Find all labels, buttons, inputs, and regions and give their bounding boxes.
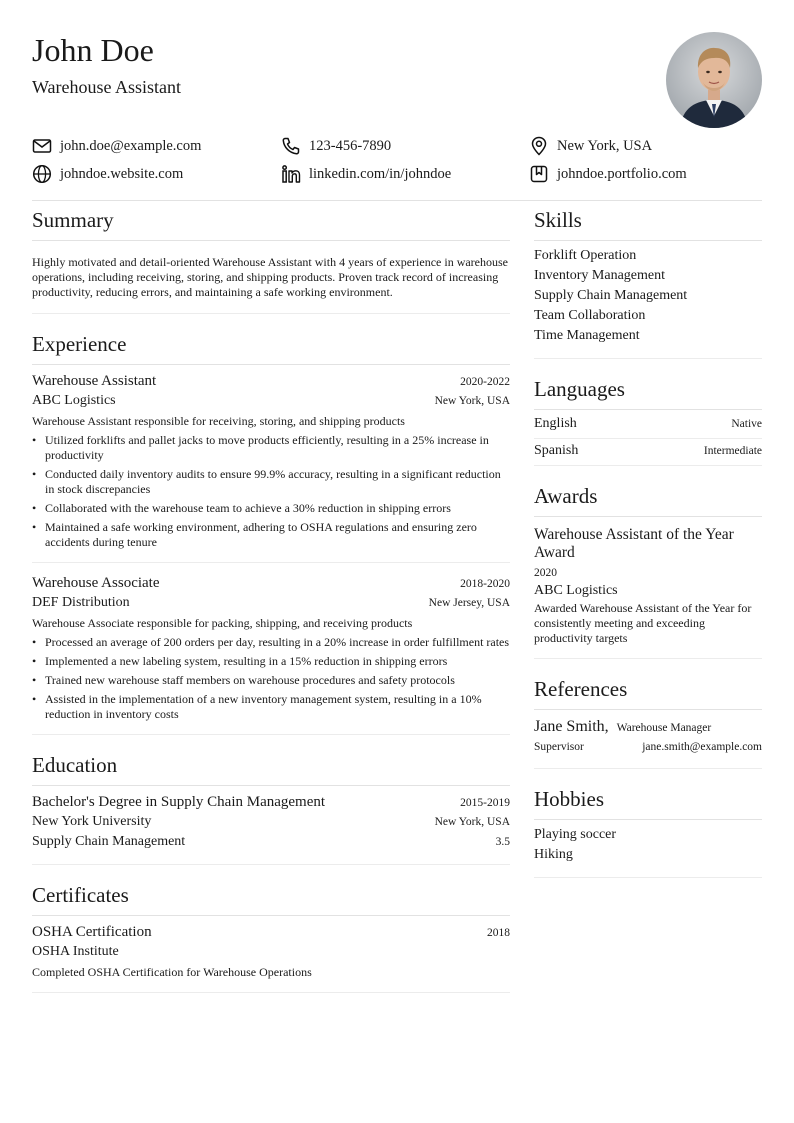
left-column <box>32 206 510 1009</box>
award-date: 2020 <box>534 567 557 579</box>
summary-text: Highly motivated and detail-oriented Warehouse Assistant with 4 years of experience in warehouse operations, including receiving, storing, and shipping products. Proven track record of increasing productivity, reducing errors, and maintaining a safe working environment. <box>32 255 509 299</box>
awards-section <box>534 482 762 659</box>
certificate-date: 2018 <box>487 927 510 939</box>
experience-bullets <box>32 635 510 722</box>
location-icon <box>529 136 549 156</box>
education-field: Supply Chain Management <box>32 834 186 849</box>
education-gpa: 3.5 <box>495 836 510 848</box>
languages-section <box>534 375 762 466</box>
experience-company: ABC Logistics <box>32 393 116 408</box>
list-item: • Trained new warehouse staff members on warehouse procedures and safety protocols <box>32 673 510 688</box>
experience-bullets <box>32 433 510 550</box>
list-item: • Utilized forklifts and pallet jacks to move products efficiently, resulting in a 25% increase in productivity <box>32 433 510 463</box>
experience-section <box>32 330 510 735</box>
experience-item <box>32 562 510 722</box>
contact-website-text: johndoe.website.com <box>60 165 184 182</box>
person-name: John Doe <box>32 32 154 68</box>
education-date: 2015-2019 <box>460 797 510 809</box>
skill-item: Inventory Management <box>534 268 666 283</box>
award-title: Warehouse Assistant of the Year Award <box>534 526 734 561</box>
contact-location-text: New York, USA <box>557 137 653 154</box>
skills-heading: Skills <box>534 206 762 241</box>
list-item: • Conducted daily inventory audits to ensure 99.9% accuracy, resulting in a significant reduction in stock discrepancies <box>32 467 510 497</box>
certificate-name: OSHA Certification <box>32 924 152 940</box>
reference-relation: Supervisor <box>534 741 584 753</box>
experience-date: 2020-2022 <box>460 376 510 388</box>
experience-description: Warehouse Assistant responsible for receiving, storing, and shipping products <box>32 414 405 428</box>
contact-phone-text: 123-456-7890 <box>309 137 392 154</box>
summary-heading: Summary <box>32 206 510 241</box>
hobby-item: Hiking <box>534 847 573 862</box>
contact-email-text: john.doe@example.com <box>60 137 202 154</box>
language-name: English <box>534 416 577 431</box>
list-item: • Collaborated with the warehouse team to achieve a 30% reduction in shipping errors <box>32 501 510 516</box>
education-school: New York University <box>32 814 152 829</box>
language-name: Spanish <box>534 443 579 458</box>
references-section <box>534 675 762 769</box>
mail-icon <box>32 136 52 156</box>
contact-location <box>529 134 652 158</box>
experience-item <box>32 371 510 550</box>
list-item: • Implemented a new labeling system, resulting in a 15% reduction in shipping errors <box>32 654 510 669</box>
linkedin-icon <box>281 164 301 184</box>
contact-portfolio-text: johndoe.portfolio.com <box>557 165 687 182</box>
education-section <box>32 751 510 865</box>
list-item: • Maintained a safe working environment, adhering to OSHA regulations and ensuring zero accidents during tenure <box>32 520 510 550</box>
education-heading: Education <box>32 751 510 786</box>
header-divider <box>32 200 762 201</box>
list-item: • Assisted in the implementation of a new inventory management system, resulting in a 10% reduction in inventory costs <box>32 692 510 722</box>
resume-page <box>32 0 762 979</box>
contact-email[interactable] <box>32 134 201 158</box>
experience-location: New York, USA <box>434 395 510 407</box>
contact-linkedin[interactable] <box>281 162 451 186</box>
experience-heading: Experience <box>32 330 510 365</box>
right-column <box>534 206 762 894</box>
hobbies-section <box>534 785 762 878</box>
skill-item: Supply Chain Management <box>534 288 688 303</box>
award-description: Awarded Warehouse Assistant of the Year for consistently meeting and exceeding productivity targets <box>534 601 752 645</box>
hobbies-heading: Hobbies <box>534 785 762 820</box>
reference-email[interactable]: jane.smith@example.com <box>642 741 762 753</box>
globe-icon <box>32 164 52 184</box>
award-organization: ABC Logistics <box>534 583 618 598</box>
experience-date: 2018-2020 <box>460 578 510 590</box>
summary-section <box>32 206 510 314</box>
portfolio-icon <box>529 164 549 184</box>
certificate-description: Completed OSHA Certification for Warehouse Operations <box>32 965 312 979</box>
languages-heading: Languages <box>534 375 762 410</box>
skills-section <box>534 206 762 359</box>
experience-description: Warehouse Associate responsible for packing, shipping, and receiving products <box>32 616 413 630</box>
experience-company: DEF Distribution <box>32 595 130 610</box>
education-location: New York, USA <box>434 816 510 828</box>
list-item: • Processed an average of 200 orders per day, resulting in a 20% increase in order fulfillment rates <box>32 635 510 650</box>
contact-portfolio[interactable] <box>529 162 687 186</box>
experience-title: Warehouse Assistant <box>32 373 157 389</box>
experience-title: Warehouse Associate <box>32 575 160 591</box>
language-item <box>534 438 762 465</box>
contact-phone[interactable] <box>281 134 391 158</box>
skill-item: Forklift Operation <box>534 248 637 263</box>
references-heading: References <box>534 675 762 710</box>
skill-item: Time Management <box>534 328 640 343</box>
awards-heading: Awards <box>534 482 762 517</box>
hobby-item: Playing soccer <box>534 827 617 842</box>
avatar <box>666 32 762 128</box>
language-level: Intermediate <box>703 445 762 457</box>
job-title: Warehouse Assistant <box>32 77 182 97</box>
contact-website[interactable] <box>32 162 183 186</box>
avatar-portrait-icon <box>666 32 762 128</box>
reference-name: Jane Smith, <box>534 718 609 735</box>
language-level: Native <box>731 418 762 430</box>
experience-location: New Jersey, USA <box>428 597 510 609</box>
contact-linkedin-text: linkedin.com/in/johndoe <box>309 165 452 182</box>
certificates-section <box>32 881 510 993</box>
education-degree: Bachelor's Degree in Supply Chain Management <box>32 794 326 810</box>
skill-item: Team Collaboration <box>534 308 646 323</box>
reference-position: Warehouse Manager <box>616 722 712 734</box>
certificates-heading: Certificates <box>32 881 510 916</box>
language-item <box>534 412 762 438</box>
resume-header <box>32 0 762 130</box>
phone-icon <box>281 136 301 156</box>
certificate-issuer: OSHA Institute <box>32 944 119 959</box>
